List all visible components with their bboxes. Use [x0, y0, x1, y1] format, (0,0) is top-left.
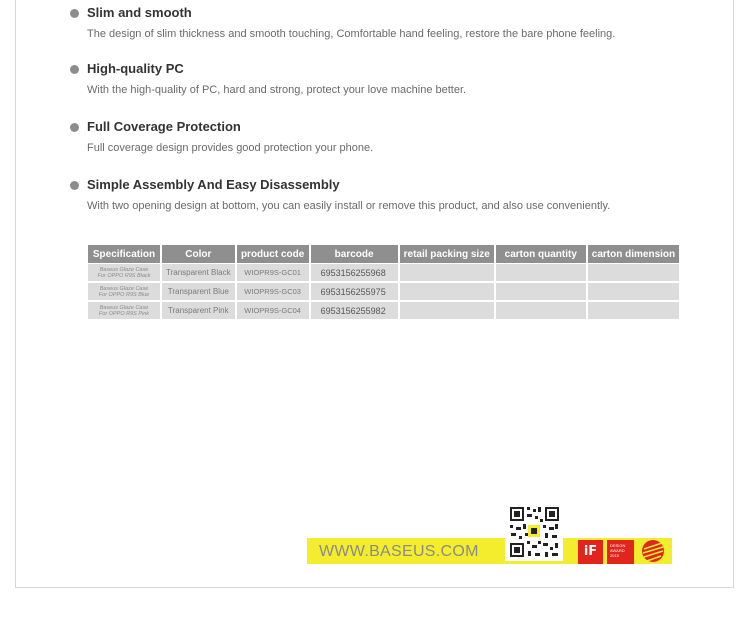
carton-qty-cell — [496, 283, 586, 302]
col-carton-dimension: carton dimension — [588, 245, 679, 264]
carton-dim-cell — [588, 283, 679, 302]
retail-cell — [400, 302, 494, 321]
col-retail-packing-size: retail packing size — [400, 245, 494, 264]
color-cell: Transparent Black — [162, 264, 235, 283]
bullet-icon — [70, 181, 79, 190]
color-cell: Transparent Pink — [162, 302, 235, 321]
design-award-badge — [607, 540, 634, 564]
retail-cell — [400, 283, 494, 302]
retail-cell — [400, 264, 494, 283]
feature-desc: With two opening design at bottom, you can easily install or remove this product, and also use conveniently. — [87, 200, 611, 212]
feature-desc: With the high-quality of PC, hard and strong, protect your love machine better. — [87, 84, 467, 96]
feature-desc: Full coverage design provides good protection your phone. — [87, 142, 374, 154]
spec-cell — [88, 302, 160, 321]
spec-line: For OPPO R9S Black — [97, 272, 151, 279]
feature-title: Full Coverage Protection — [87, 119, 241, 134]
carton-qty-cell — [496, 264, 586, 283]
col-carton-quantity: carton quantity — [496, 245, 586, 264]
spec-table — [86, 245, 681, 321]
code-cell: WIOPR9S-GC04 — [237, 302, 309, 321]
qr-code-icon — [505, 503, 563, 561]
col-specification: Specification — [88, 245, 160, 264]
spec-line: For OPPO R9S Pink — [98, 310, 150, 317]
carton-qty-cell — [496, 302, 586, 321]
col-color: Color — [162, 245, 235, 264]
spec-cell — [88, 264, 160, 283]
color-cell: Transparent Blue — [162, 283, 235, 302]
col-barcode: barcode — [311, 245, 398, 264]
spec-cell — [88, 283, 160, 302]
carton-dim-cell — [588, 302, 679, 321]
feature-title: Simple Assembly And Easy Disassembly — [87, 177, 340, 192]
feature-title: High-quality PC — [87, 61, 184, 76]
table-header-row — [88, 245, 679, 264]
award-line: AWARD — [610, 548, 625, 553]
if-logo: iF — [578, 540, 603, 564]
carton-dim-cell — [588, 264, 679, 283]
code-cell: WIOPR9S-GC01 — [237, 264, 309, 283]
barcode-cell: 6953156255982 — [311, 302, 398, 321]
table-row — [88, 264, 679, 283]
website-link[interactable]: WWW.BASEUS.COM — [319, 543, 479, 560]
award-line: 2015 — [610, 553, 619, 558]
bullet-icon — [70, 9, 79, 18]
col-product-code: product code — [237, 245, 309, 264]
table-row — [88, 302, 679, 321]
bullet-icon — [70, 123, 79, 132]
spec-line: Baseus Glaze Case — [99, 285, 149, 292]
award-line: DESIGN — [610, 543, 626, 548]
barcode-cell: 6953156255975 — [311, 283, 398, 302]
spec-line: Baseus Glaze Case — [99, 304, 149, 311]
qr-code-graphic — [505, 503, 563, 561]
code-cell: WIOPR9S-GC03 — [237, 283, 309, 302]
feature-desc: The design of slim thickness and smooth touching, Comfortable hand feeling, restore the bare phone feeling. — [87, 28, 616, 40]
red-dot-award-icon — [640, 538, 666, 564]
barcode-cell: 6953156255968 — [311, 264, 398, 283]
spec-line: For OPPO R9S Blue — [98, 291, 150, 298]
spec-line: Baseus Glaze Case — [99, 266, 149, 273]
table-row — [88, 283, 679, 302]
feature-title: Slim and smooth — [87, 5, 192, 20]
bullet-icon — [70, 65, 79, 74]
